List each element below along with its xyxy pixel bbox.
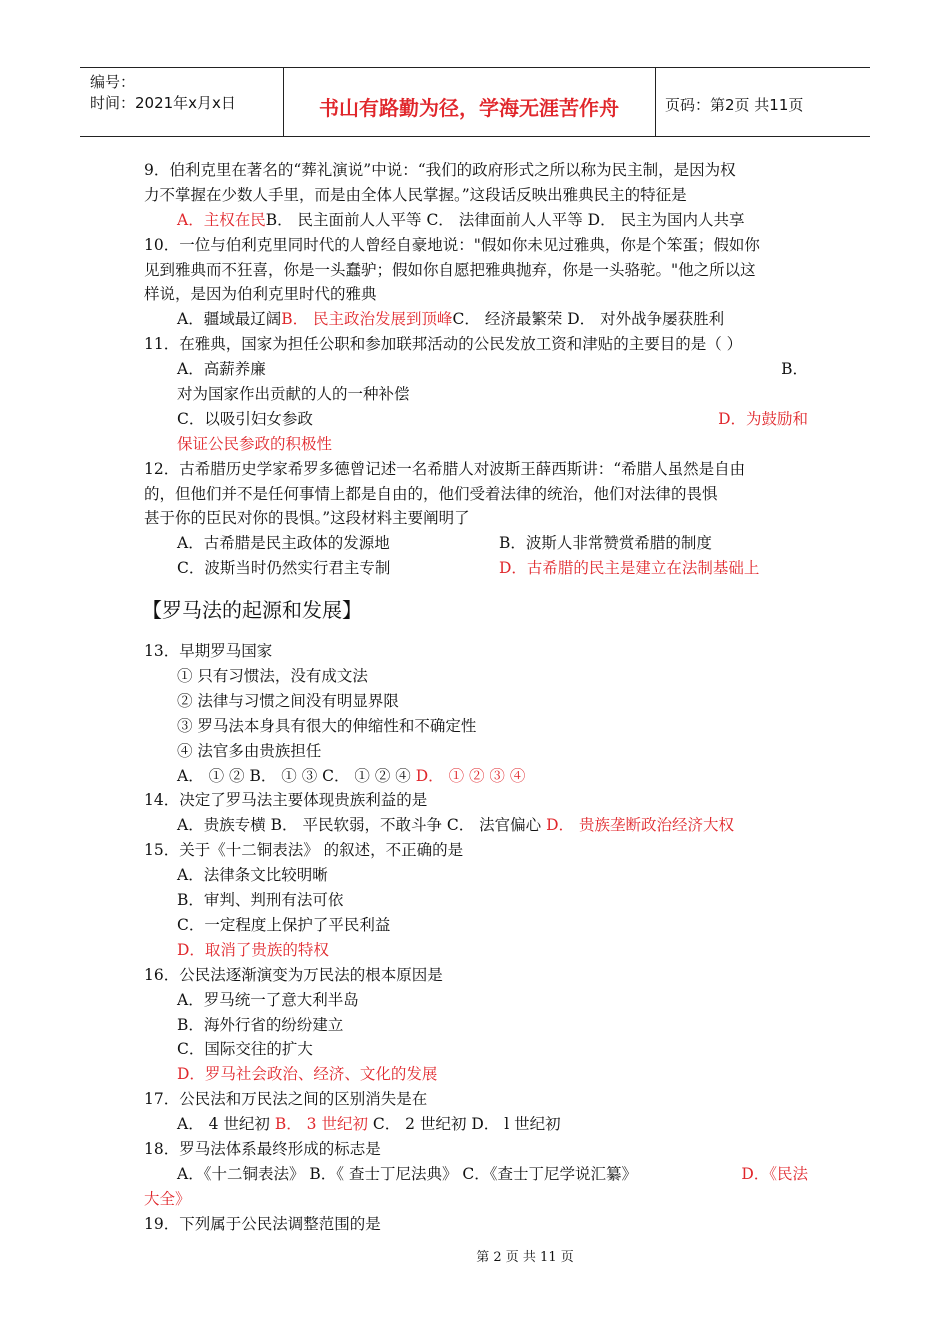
- question-11-options-row-1: [144, 357, 808, 382]
- question-16-option-b: B．海外行省的纷纷建立: [177, 1015, 344, 1034]
- question-18-answer-continued: 大全》: [144, 1189, 191, 1208]
- question-10-options: [144, 307, 808, 332]
- question-13-item-1: ① 只有习惯法，没有成文法: [177, 667, 368, 686]
- question-11-options-row-2: [144, 407, 808, 432]
- question-15-stem: 15．关于《十二铜表法》 的叙述，不正确的是: [144, 841, 464, 860]
- answer-highlight: D．《民法: [741, 1164, 808, 1183]
- option-text: A． ① ② B． ① ③ C． ① ② ④: [177, 766, 416, 785]
- header-info-cell: [80, 68, 284, 136]
- header-page-number: 页码：第2页 共11页: [665, 96, 804, 114]
- question-11-option-b-text: 对为国家作出贡献的人的一种补偿: [177, 385, 410, 404]
- question-12-options-row-2: [144, 556, 808, 581]
- question-12-options-row-1: [144, 531, 808, 556]
- option-b: B．波斯人非常赞赏希腊的制度: [499, 534, 712, 553]
- question-18-options: [144, 1162, 808, 1187]
- question-13-item-4: ④ 法官多由贵族担任: [177, 741, 322, 760]
- question-13-stem: 13．早期罗马国家: [144, 642, 273, 661]
- question-10-line-2: 见到雅典而不狂喜，你是一头蠢驴；假如你自愿把雅典抛弃，你是一头骆驼。"他之所以这: [144, 260, 756, 279]
- question-9-options: [144, 208, 808, 233]
- answer-highlight: D． 贵族垄断政治经济大权: [546, 816, 734, 835]
- answer-highlight: B． 3 世纪初: [274, 1115, 368, 1134]
- question-11-answer-continued: 保证公民参政的积极性: [177, 434, 333, 453]
- answer-highlight: D． ① ② ③ ④: [415, 766, 526, 785]
- option-b-label: B．: [781, 360, 808, 379]
- option-text: A．贵族专横 B． 平民软弱，不敢斗争 C． 法官偏心: [177, 816, 547, 835]
- question-15-answer: D．取消了贵族的特权: [177, 940, 329, 959]
- question-14-options: [144, 813, 808, 838]
- answer-highlight: B． 民主政治发展到顶峰: [281, 310, 453, 329]
- header-motto: 书山有路勤为径，学海无涯苦作舟: [319, 96, 619, 120]
- option-a: A．古希腊是民主政体的发源地: [177, 534, 390, 553]
- question-12-line-1: 12．古希腊历史学家希罗多德曾记述一名希腊人对波斯王薛西斯讲：“希腊人虽然是自由: [144, 459, 746, 478]
- question-9-line-2: 力不掌握在少数人手里，而是由全体人民掌握。”这段话反映出雅典民主的特征是: [144, 185, 687, 204]
- question-16-stem: 16．公民法逐渐演变为万民法的根本原因是: [144, 965, 443, 984]
- page-header: [80, 67, 870, 137]
- question-17-stem: 17．公民法和万民法之间的区别消失是在: [144, 1090, 428, 1109]
- header-motto-cell: [283, 68, 656, 136]
- question-18-stem: 18．罗马法体系最终形成的标志是: [144, 1139, 381, 1158]
- question-14-stem: 14．决定了罗马法主要体现贵族利益的是: [144, 791, 428, 810]
- question-13-options: [144, 764, 808, 789]
- answer-highlight: D．古希腊的民主是建立在法制基础上: [499, 559, 760, 578]
- question-12-line-3: 甚于你的臣民对你的畏惧。”这段材料主要阐明了: [144, 509, 470, 528]
- question-16-option-a: A．罗马统一了意大利半岛: [177, 990, 359, 1009]
- question-16-answer: D．罗马社会政治、经济、文化的发展: [177, 1065, 438, 1084]
- option-text: A．疆域最辽阔: [177, 310, 282, 329]
- option-text: A．《十二铜表法》 B．《 查士丁尼法典》 C．《查士丁尼学说汇纂》: [177, 1164, 637, 1183]
- question-15-option-b: B．审判、判刑有法可依: [177, 891, 344, 910]
- option-a: A．高薪养廉: [177, 360, 266, 379]
- section-title: 【罗马法的起源和发展】: [142, 598, 362, 623]
- header-page-cell: [655, 68, 870, 136]
- question-12-line-2: 的，但他们并不是任何事情上都是自由的，他们受着法律的统治，他们对法律的畏惧: [144, 484, 718, 503]
- question-17-options: [144, 1112, 808, 1137]
- question-19-stem: 19．下列属于公民法调整范围的是: [144, 1214, 381, 1233]
- option-c: C．波斯当时仍然实行君主专制: [177, 559, 391, 578]
- option-c: C．以吸引妇女参政: [177, 409, 313, 428]
- option-text: A． 4 世纪初: [177, 1115, 275, 1134]
- option-text: C． 经济最繁荣 D． 对外战争屡获胜利: [452, 310, 725, 329]
- question-16-option-c: C．国际交往的扩大: [177, 1040, 313, 1059]
- question-15-option-a: A．法律条文比较明晰: [177, 866, 328, 885]
- option-text: B． 民主面前人人平等 C． 法律面前人人平等 D． 民主为国内人共享: [265, 210, 745, 229]
- question-11-stem: 11．在雅典，国家为担任公职和参加联邦活动的公民发放工资和津贴的主要目的是（ ）: [144, 335, 743, 354]
- document-number-label: 编号：: [90, 73, 136, 91]
- question-13-item-2: ② 法律与习惯之间没有明显界限: [177, 691, 399, 710]
- document-date-label: 时间：2021年x月x日: [90, 94, 236, 112]
- question-9-line-1: 9．伯利克里在著名的“葬礼演说”中说：“我们的政府形式之所以称为民主制，是因为权: [144, 161, 736, 179]
- question-15-option-c: C．一定程度上保护了平民利益: [177, 915, 391, 934]
- option-text: C． 2 世纪初 D． l 世纪初: [367, 1115, 561, 1134]
- question-10-line-3: 样说，是因为伯利克里时代的雅典: [144, 285, 377, 304]
- document-body: [144, 158, 808, 1237]
- answer-highlight: D．为鼓励和: [718, 409, 808, 428]
- page-footer: [0, 1246, 950, 1265]
- question-10-line-1: 10．一位与伯利克里同时代的人曾经自豪地说："假如你未见过雅典，你是个笨蛋；假如你: [144, 235, 760, 254]
- question-13-item-3: ③ 罗马法本身具有很大的伸缩性和不确定性: [177, 716, 477, 735]
- footer-page-number: 第 2 页 共 11 页: [476, 1250, 574, 1265]
- answer-highlight: A．主权在民: [177, 210, 266, 229]
